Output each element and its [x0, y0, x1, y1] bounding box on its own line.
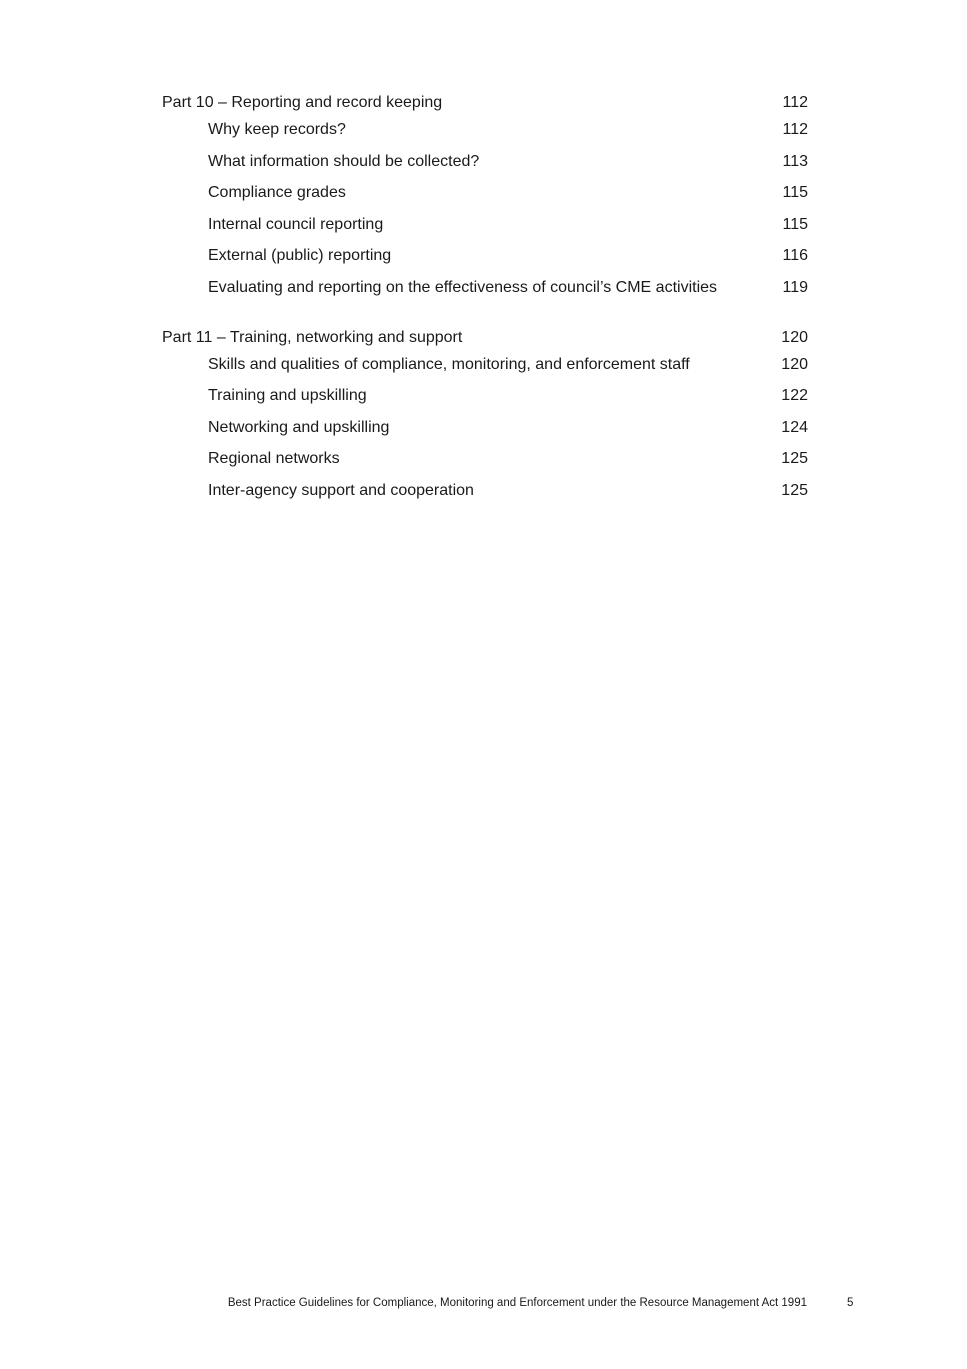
toc-entry[interactable]	[162, 149, 808, 181]
toc-part-title: Part 10 – Reporting and record keeping	[162, 94, 443, 111]
toc-page-number: 119	[782, 278, 808, 296]
toc-part-title: Part 11 – Training, networking and support	[162, 328, 463, 346]
toc-entry[interactable]	[162, 446, 808, 478]
toc-page-number: 125	[781, 450, 808, 468]
toc-part-heading[interactable]	[162, 325, 808, 352]
toc-section-part-10	[162, 90, 808, 307]
toc-entry-title: What information should be collected?	[208, 152, 480, 170]
toc-entry[interactable]	[162, 415, 808, 447]
toc-page-number: 113	[782, 152, 808, 170]
toc-page-number: 115	[782, 184, 808, 202]
toc-entry-title: Skills and qualities of compliance, monitoring, and enforcement staff	[208, 355, 690, 373]
toc-entry[interactable]	[162, 352, 808, 384]
toc-page-number: 112	[782, 121, 808, 138]
toc-page-number: 116	[782, 247, 808, 265]
toc-part-heading[interactable]	[162, 90, 808, 117]
toc-entry-title: Compliance grades	[208, 184, 346, 202]
toc-page-number: 112	[782, 94, 808, 111]
toc-entry-title: External (public) reporting	[208, 247, 392, 265]
toc-entry-title: Inter-agency support and cooperation	[208, 481, 474, 499]
toc-page-number: 125	[781, 481, 808, 499]
toc-entry-title: Evaluating and reporting on the effectiveness of council’s CME activities	[208, 278, 718, 296]
toc-entry-title: Regional networks	[208, 450, 340, 468]
toc-page-number: 120	[781, 355, 808, 373]
footer-page-number: 5	[847, 1297, 854, 1309]
toc-page-number: 120	[781, 328, 808, 346]
toc-entry[interactable]	[162, 243, 808, 275]
table-of-contents	[162, 90, 808, 528]
footer-document-title: Best Practice Guidelines for Compliance, Monitoring and Enforcement under the Resource Management Act 1991	[227, 1297, 807, 1309]
toc-entry-title: Networking and upskilling	[208, 418, 390, 436]
toc-entry[interactable]	[162, 275, 808, 307]
toc-entry[interactable]	[162, 383, 808, 415]
toc-page-number: 115	[782, 215, 808, 233]
toc-entry-title: Why keep records?	[208, 121, 346, 138]
toc-entry-title: Internal council reporting	[208, 215, 384, 233]
toc-entry-title: Training and upskilling	[208, 387, 367, 405]
toc-entry[interactable]	[162, 212, 808, 244]
toc-section-part-11	[162, 325, 808, 510]
toc-page-number: 124	[781, 418, 808, 436]
toc-entry[interactable]	[162, 478, 808, 510]
toc-entry[interactable]	[162, 117, 808, 149]
toc-page-number: 122	[781, 387, 808, 405]
toc-entry[interactable]	[162, 180, 808, 212]
